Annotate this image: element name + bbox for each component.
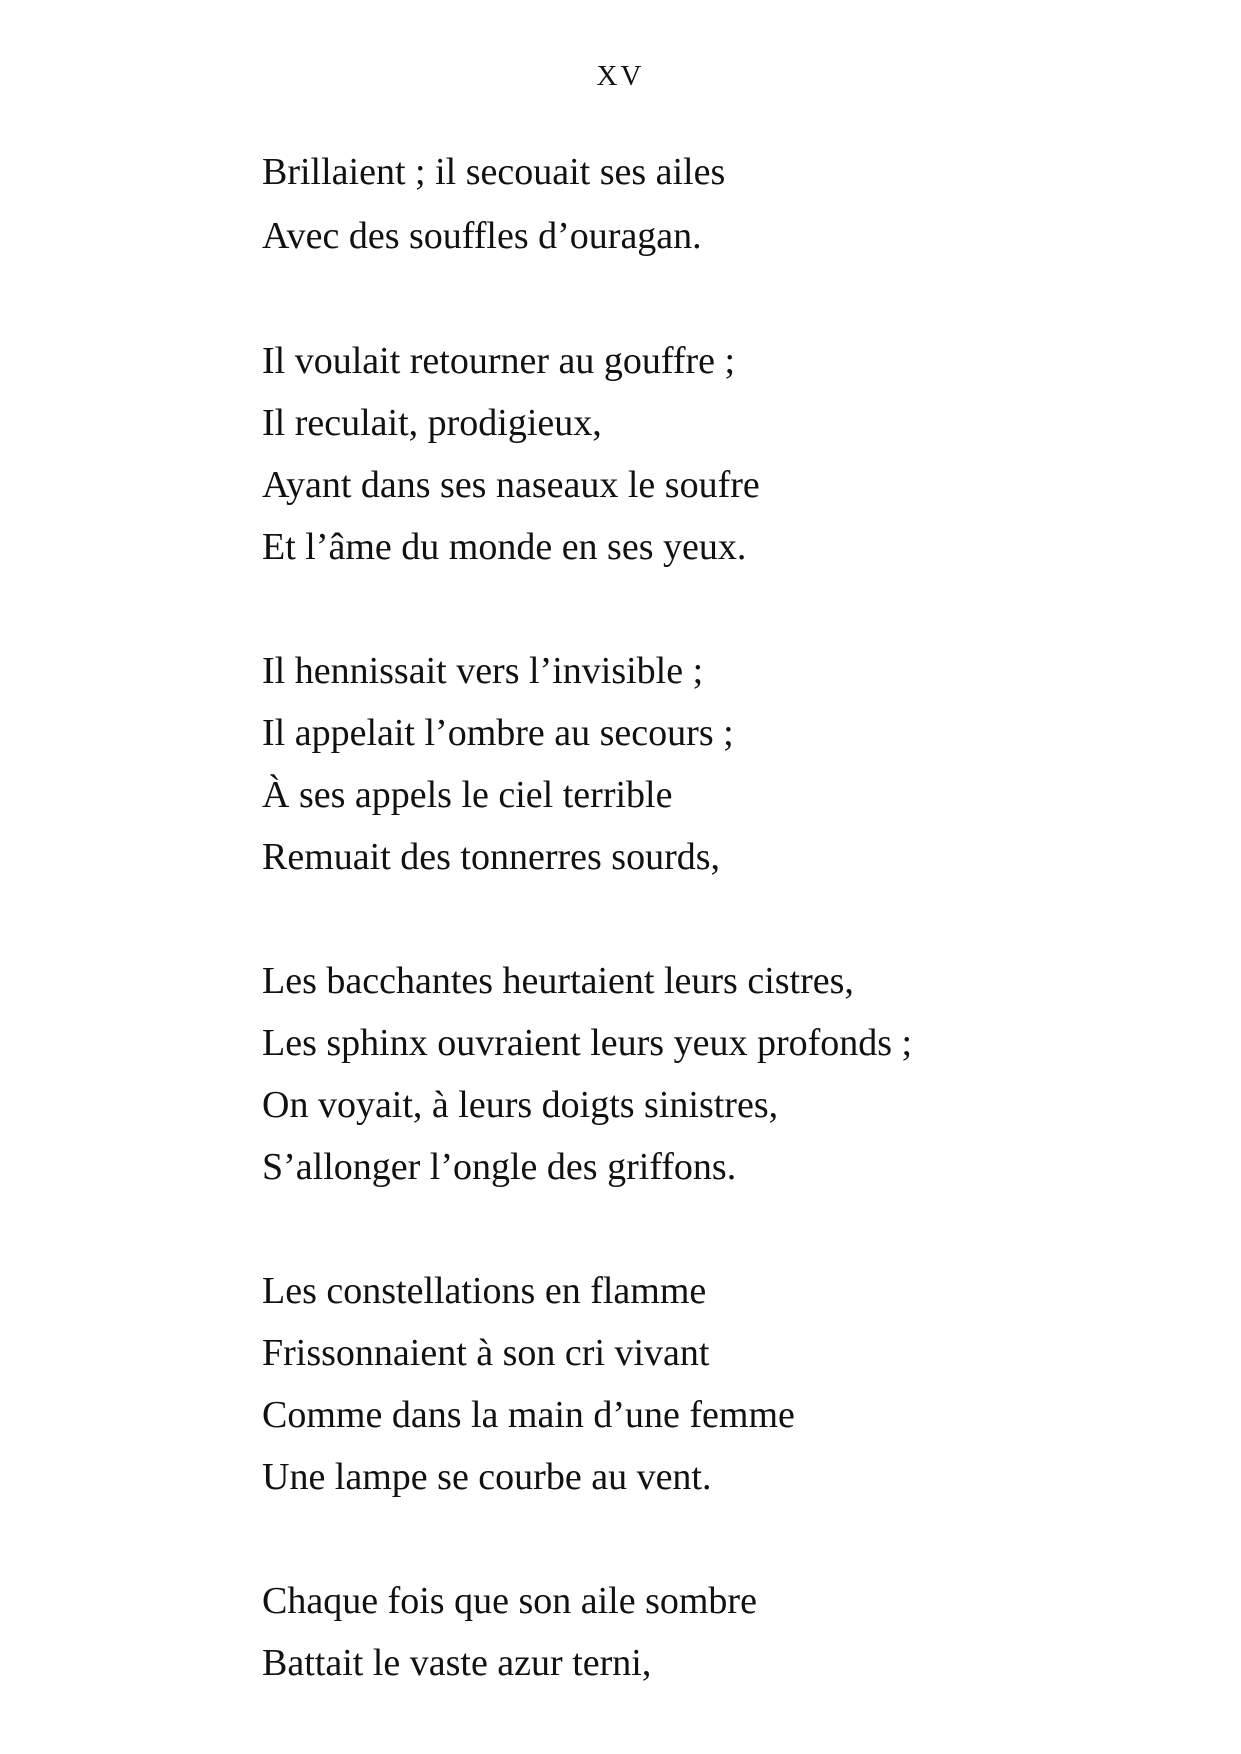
verse-line: Ayant dans ses naseaux le soufre (262, 464, 760, 506)
verse-line: Les sphinx ouvraient leurs yeux profonds ; (262, 1022, 913, 1064)
stanza-5 (262, 1260, 912, 1508)
stanza-3 (262, 640, 912, 888)
verse-line: Comme dans la main d’une femme (262, 1394, 795, 1436)
verse-line: Il appelait l’ombre au secours ; (262, 712, 734, 754)
verse-line: Les constellations en flamme (262, 1270, 707, 1312)
verse-line: S’allonger l’ongle des griffons. (262, 1146, 737, 1188)
stanza-6 (262, 1570, 912, 1694)
stanza-2 (262, 330, 912, 578)
verse-line: Et l’âme du monde en ses yeux. (262, 526, 747, 568)
verse-line: Battait le vaste azur terni, (262, 1642, 652, 1684)
verse-line: Frissonnaient à son cri vivant (262, 1332, 710, 1374)
verse-line: Remuait des tonnerres sourds, (262, 836, 721, 878)
stanza-1 (262, 140, 912, 268)
verse-line: Avec des souffles d’ouragan. (262, 215, 702, 257)
verse-line: Brillaient ; il secouait ses ailes (262, 151, 726, 193)
verse-line: Il voulait retourner au gouffre ; (262, 340, 736, 382)
verse-line: Chaque fois que son aile sombre (262, 1580, 757, 1622)
verse-line: Il hennissait vers l’invisible ; (262, 650, 704, 692)
page-number: XV (596, 60, 645, 92)
verse-line: À ses appels le ciel terrible (262, 774, 673, 816)
verse-line: Il reculait, prodigieux, (262, 402, 602, 444)
verse-line: On voyait, à leurs doigts sinistres, (262, 1084, 779, 1126)
stanza-4 (262, 950, 912, 1198)
verse-line: Les bacchantes heurtaient leurs cistres, (262, 960, 854, 1002)
verse-line: Une lampe se courbe au vent. (262, 1456, 712, 1498)
poem-text (262, 140, 912, 1694)
